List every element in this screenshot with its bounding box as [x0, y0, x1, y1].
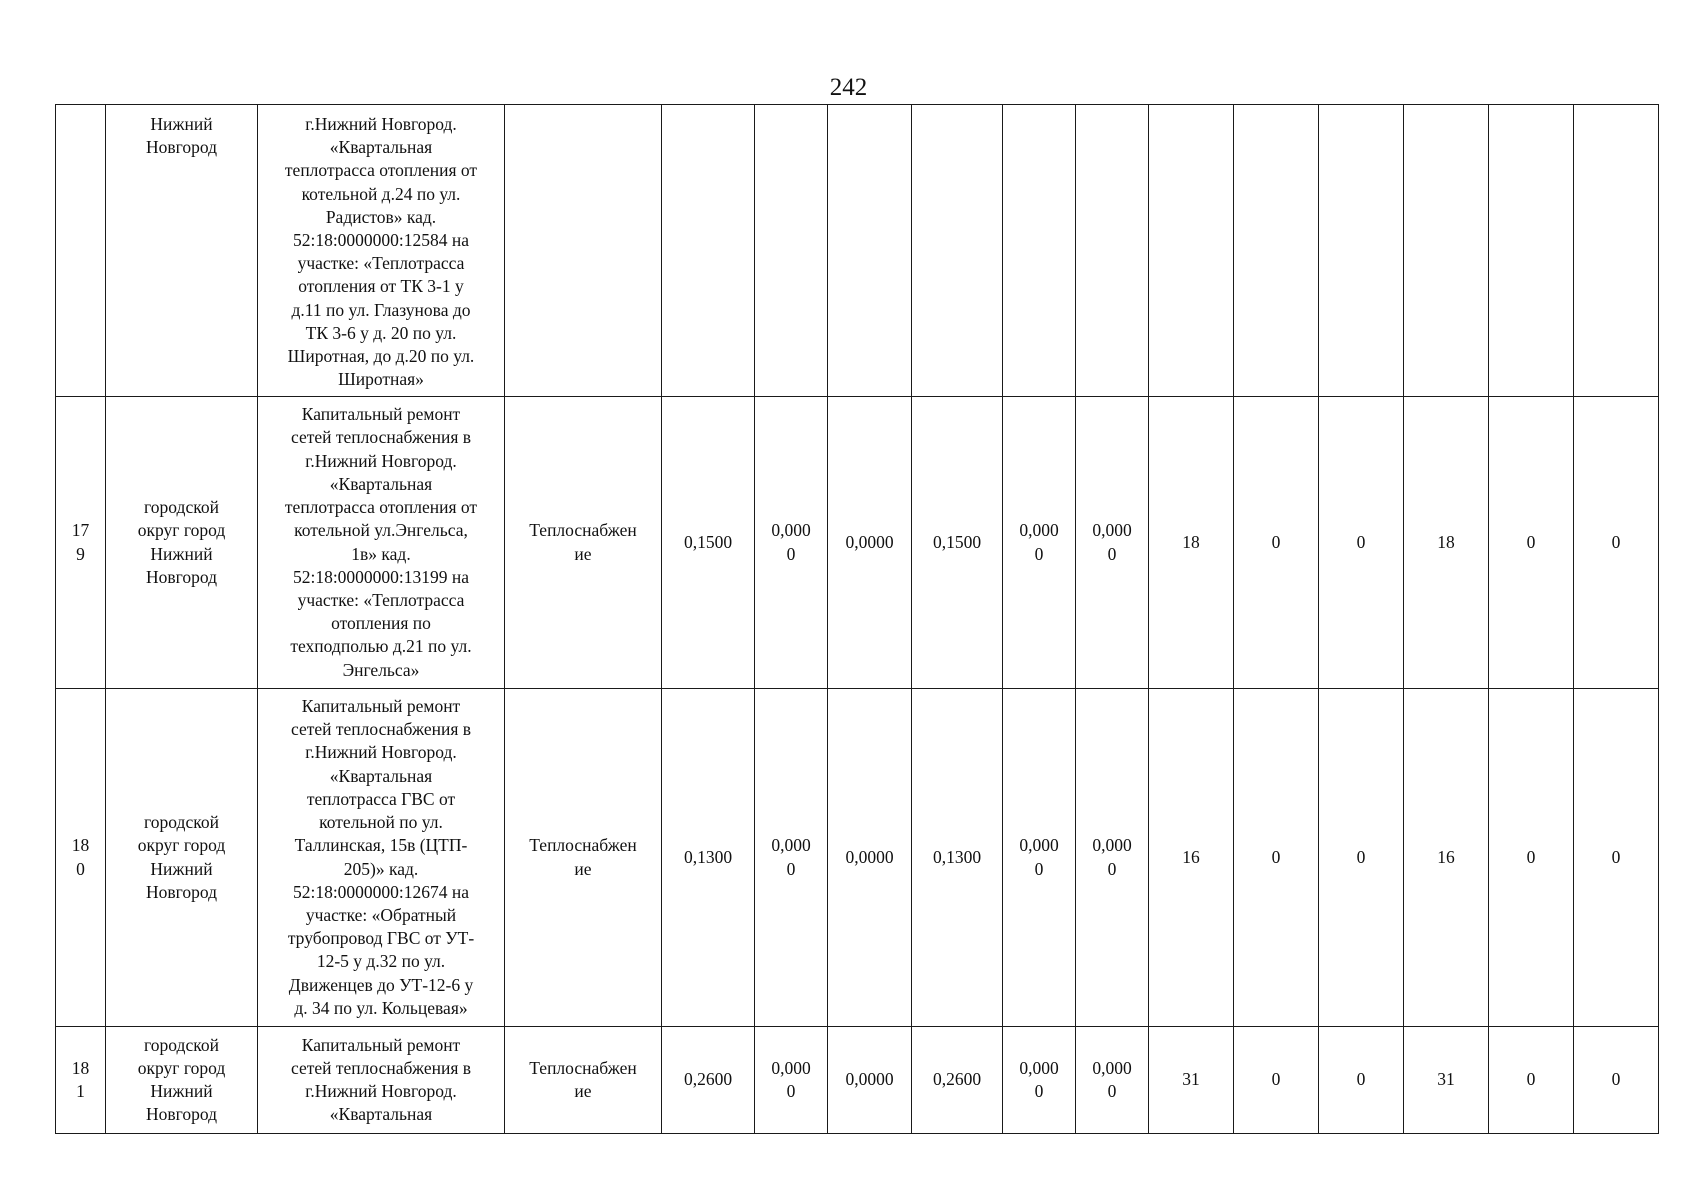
value-cell: 0: [1574, 397, 1659, 689]
description-cell: Капитальный ремонт сетей теплоснабжения в г.Нижний Новгород. «Квартальная теплотрасса ГВС от котельной по ул. Таллинская, 15в (ЦТП- 205)» кад. 52:18:0000000:12674 на участке: «Обратный трубопровод ГВС от УТ- 12-5 у д.32 по ул. Движенцев до УТ-12-6 у д. 34 по ул. Кольцевая»: [258, 689, 505, 1027]
value-cell: 0: [1574, 689, 1659, 1027]
value-cell: 31: [1404, 1027, 1489, 1134]
value-cell: 0,000 0: [755, 397, 828, 689]
municipality-cell: городской округ город Нижний Новгород: [106, 397, 258, 689]
value-cell: 0,2600: [662, 1027, 755, 1134]
row-number-cell: 18 1: [56, 1027, 106, 1134]
value-cell: 0: [1319, 397, 1404, 689]
value-cell: 0,0000: [828, 1027, 912, 1134]
row-number-cell: 18 0: [56, 689, 106, 1027]
value-cell: [1234, 105, 1319, 397]
value-cell: [755, 105, 828, 397]
table-row: [56, 689, 1659, 1027]
value-cell: 0: [1489, 689, 1574, 1027]
value-cell: 18: [1404, 397, 1489, 689]
municipality-cell: Нижний Новгород: [106, 105, 258, 397]
table-row: [56, 397, 1659, 689]
type-cell: Теплоснабжен ие: [505, 1027, 662, 1134]
value-cell: 16: [1404, 689, 1489, 1027]
value-cell: 0,000 0: [1076, 689, 1149, 1027]
value-cell: 0,000 0: [1076, 1027, 1149, 1134]
value-cell: 0,000 0: [1003, 1027, 1076, 1134]
value-cell: [912, 105, 1003, 397]
type-cell: Теплоснабжен ие: [505, 397, 662, 689]
value-cell: 31: [1149, 1027, 1234, 1134]
table-row: [56, 1027, 1659, 1134]
value-cell: [1404, 105, 1489, 397]
value-cell: 0,0000: [828, 689, 912, 1027]
value-cell: 0: [1319, 689, 1404, 1027]
type-cell: [505, 105, 662, 397]
municipality-cell: городской округ город Нижний Новгород: [106, 689, 258, 1027]
value-cell: 0: [1234, 1027, 1319, 1134]
value-cell: [1003, 105, 1076, 397]
value-cell: 0,000 0: [755, 1027, 828, 1134]
type-cell: Теплоснабжен ие: [505, 689, 662, 1027]
value-cell: 0,000 0: [1003, 397, 1076, 689]
value-cell: 0,1500: [662, 397, 755, 689]
value-cell: 0: [1489, 397, 1574, 689]
value-cell: 0: [1489, 1027, 1574, 1134]
value-cell: 0,1300: [912, 689, 1003, 1027]
value-cell: [1574, 105, 1659, 397]
row-number-cell: [56, 105, 106, 397]
value-cell: 16: [1149, 689, 1234, 1027]
value-cell: 0,1300: [662, 689, 755, 1027]
page-number: 242: [829, 74, 868, 101]
description-cell: Капитальный ремонт сетей теплоснабжения в г.Нижний Новгород. «Квартальная: [258, 1027, 505, 1134]
value-cell: [1489, 105, 1574, 397]
value-cell: 0,2600: [912, 1027, 1003, 1134]
value-cell: 0: [1319, 1027, 1404, 1134]
row-number-cell: 17 9: [56, 397, 106, 689]
value-cell: [1076, 105, 1149, 397]
value-cell: 0: [1234, 397, 1319, 689]
value-cell: [662, 105, 755, 397]
value-cell: 0,0000: [828, 397, 912, 689]
value-cell: 0: [1574, 1027, 1659, 1134]
value-cell: 0,1500: [912, 397, 1003, 689]
value-cell: [1149, 105, 1234, 397]
capital-repair-table: [55, 104, 1659, 1134]
municipality-cell: городской округ город Нижний Новгород: [106, 1027, 258, 1134]
description-cell: г.Нижний Новгород. «Квартальная теплотрасса отопления от котельной д.24 по ул. Радистов» кад. 52:18:0000000:12584 на участке: «Теплотрасса отопления от ТК 3-1 у д.11 по ул. Глазунова до ТК 3-6 у д. 20 по ул. Широтная, до д.20 по ул. Широтная»: [258, 105, 505, 397]
value-cell: 0,000 0: [1076, 397, 1149, 689]
value-cell: [1319, 105, 1404, 397]
description-cell: Капитальный ремонт сетей теплоснабжения в г.Нижний Новгород. «Квартальная теплотрасса отопления от котельной ул.Энгельса, 1в» кад. 52:18:0000000:13199 на участке: «Теплотрасса отопления по техподполью д.21 по ул. Энгельса»: [258, 397, 505, 689]
table-row: [56, 105, 1659, 397]
value-cell: 0,000 0: [1003, 689, 1076, 1027]
value-cell: [828, 105, 912, 397]
value-cell: 0: [1234, 689, 1319, 1027]
value-cell: 0,000 0: [755, 689, 828, 1027]
value-cell: 18: [1149, 397, 1234, 689]
